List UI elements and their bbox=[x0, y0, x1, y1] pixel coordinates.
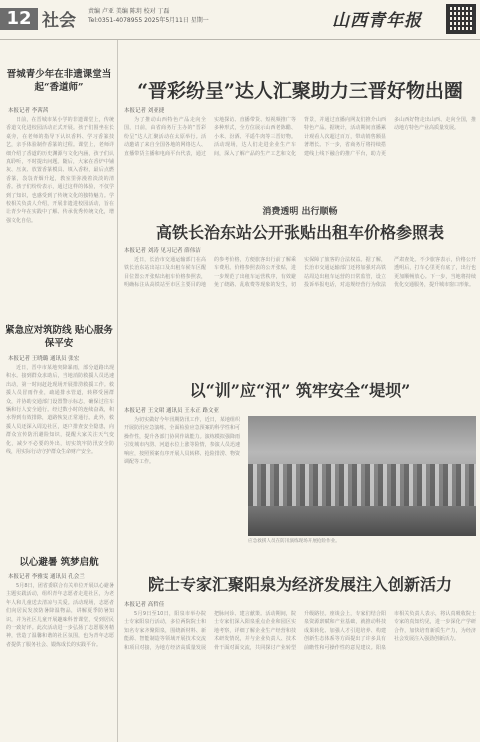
left-article-2-body: 近日，晋中市某地突降暴雨，部分道路出现积水。接到群众求助后，当地消防救援人员迅速出动，第一时间赶赴现场开展排涝救援工作。救援人员冒雨作业，疏通排水管道，转移受困群众，并协助交通部门设置警示标志，确保过往车辆和行人安全通行。经过数小时的连续奋战，积水得到有效排除，道路恢复正常通行。此外，救援人员还深入周边社区，逐户排查安全隐患，向群众宣传防汛避险知识，提醒大家关注天气变化，减少不必要的外出，切实筑牢防汛安全防线，用实际行动守护群众生命财产安全。 bbox=[6, 365, 114, 456]
left-article-3-title: 以心避暑 筑梦启航 bbox=[19, 557, 99, 568]
left-article-2-title: 紧急应对筑防线 贴心服务保平安 bbox=[5, 325, 113, 349]
left-article-2-byline: 本报记者 王晓璐 通讯员 张宏 bbox=[8, 356, 80, 362]
page-header bbox=[0, 0, 480, 40]
main-article-2-byline: 本报记者 刘涛 见习记者 薛伟洁 bbox=[124, 248, 201, 254]
main-article-4-byline: 本报记者 高哲佳 bbox=[124, 602, 165, 608]
date-line: Tel:0351-4078955 2025年5月11日 星期一 bbox=[88, 17, 209, 24]
main-article-3-body: 为切实做好今年汛期防汛工作，近日，某地组织开展防汛应急演练，全面检验应急预案的科学性和可操作性，提升各部门协同作战能力。演练模拟强降雨引发城市内涝、河道水位上涨等险情，参演人员迅速响应，按照预案有序开展人员转移、抢险排涝、物资调配等工作。 bbox=[124, 417, 240, 466]
qr-code-icon bbox=[446, 4, 476, 34]
main-article-1-title: “晋彩纷呈”达人汇聚助力三晋好物出圈 bbox=[137, 80, 463, 102]
photo-caption: 应急救援人员在防汛演练现场开展抢险作业。 bbox=[248, 539, 340, 544]
left-article-1-title: 晋城青少年在非遗课堂当起“香道师” bbox=[6, 69, 112, 93]
left-article-1-body: 日前，在晋城市某小学的非遗课堂上，传统香道文化进校园活动正式开展。孩子们围坐在长桌旁，在老师的指导下认识香料、学习香篆技艺，亲手体验制作香篆的过程。课堂上，老师详细介绍了香道的历史渊源与文化内涵，孩子们认真聆听，不时提出问题。随后，大家在香炉中铺灰、压灰、放置香篆模具、填入香粉，最后点燃香篆，袅袅青烟升起，教室里弥漫着淡淡的清香。孩子们纷纷表示，通过这样的体验，不仅学到了知识，也感受到了传统文化的独特魅力。学校相关负责人介绍，开展非遗进校园活动，旨在让青少年在实践中了解、传承优秀传统文化，增强文化自信。 bbox=[6, 117, 114, 224]
page-number: 12 bbox=[0, 8, 38, 30]
main-article-4-body: 5月9日至10日，阳泉市举办院士专家阳泉行活动，多位两院院士和知名专家齐聚阳泉，围绕新材料、新能源、智能制造等领域开展技术交流和项目对接，为地方经济高质量发展把脉问诊、建言献策。活动期间，院士专家们深入阳泉重点企业和园区实地考察，详细了解企业生产经营和技术研发情况，并与企业负责人、技术骨干面对面交流，共同探讨产业转型升级路径。座谈会上，专家们结合阳泉资源禀赋和产业基础，就推动科技成果转化、加强人才引进培养、构建创新生态体系等方面提出了许多具有前瞻性和可操作性的意见建议。阳泉市相关负责人表示，将认真吸收院士专家的真知灼见，进一步深化产学研合作，加快培育新质生产力，为经济社会发展注入强劲创新活力。 bbox=[124, 611, 476, 651]
main-article-1-body: 为了推动山西特色产品走向全国，日前，由省商务厅主办的“晋彩纷呈”达人汇聚活动在太原举行。活动邀请了来自全国各地的网络达人、直播带货主播和电商平台代表，通过实地探访、直播带货、短视频推广等多种形式，全方位展示山西老陈醋、小米、汾酒、平遥牛肉等三晋好物。活动现场，达人们走进企业生产车间，深入了解产品的生产工艺和文化背景，并通过直播向网友们推介山西特色产品。据统计，活动期间直播累计观看人次超过百万，带动销售额显著增长。下一步，省商务厅将持续搭建线上线下融合的推广平台，助力更多山西好物走出山西、走向全国，推动地方特色产业高质量发展。 bbox=[124, 117, 476, 157]
main-article-2-body: 近日，长治市交通运输部门在高铁长治东站出站口及出租车候车区醒目位置公开张贴出租车价格参照表，明确标注从高铁站至市区主要目的地的参考价格，方便旅客出行前了解乘车费用。价格参照表的公开张贴，进一步规范了出租车运营秩序，有效避免了绕路、乱收费等现象的发生，切实保障了旅客的合法权益。据了解，长治市交通运输部门还将加强对高铁站周边出租车运营的日常监管，设立投诉举报电话，对违规经营行为依法严肃查处。不少旅客表示，价格公开透明后，打车心里更有底了，出行也更加顺畅放心。下一步，当地将持续优化交通服务，提升城市窗口形象。 bbox=[124, 257, 476, 289]
main-article-3-title: 以“训”应“汛” 筑牢安全“堤坝” bbox=[189, 381, 411, 400]
newspaper-logo: 山西青年报 bbox=[332, 11, 422, 31]
main-article-2-title: 高铁长治东站公开张贴出租车价格参照表 bbox=[155, 223, 444, 242]
section-name: 社会 bbox=[42, 11, 76, 31]
main-article-1-byline: 本报记者 刘亚捷 bbox=[124, 108, 165, 114]
left-article-3-body: 5月8日，团省委联合有关单位开展以心避暑主题实践活动，组织青年志愿者走进社区，为老年人和儿童送去清凉与关爱。活动现场，志愿者们向居民发放防暑降温物品，讲解夏季防暑知识，并为社区儿童开展趣味科普课堂，受到居民的一致好评。此次活动进一步弘扬了志愿服务精神，营造了温馨和谐的社区氛围，也为青年志愿者提供了服务社会、锻炼成长的实践平台。 bbox=[6, 583, 114, 648]
main-article-3-byline: 本报记者 王文珺 通讯员 王永正 路文亚 bbox=[124, 408, 219, 414]
header-meta bbox=[88, 7, 209, 25]
left-article-1-byline: 本报记者 李茜茜 bbox=[8, 108, 49, 114]
editor-line: 责编 卢亚 美编 陈玥 校对 丁磊 bbox=[88, 8, 170, 15]
flood-drill-photo bbox=[248, 416, 476, 536]
main-article-4-title: 院士专家汇聚阳泉为经济发展注入创新活力 bbox=[147, 575, 452, 594]
main-article-2-kicker: 消费透明 出行顺畅 bbox=[262, 207, 338, 217]
left-column bbox=[0, 40, 118, 742]
left-article-3-byline: 本报记者 李雅雯 通讯员 孔会兰 bbox=[8, 574, 85, 580]
main-area bbox=[120, 40, 480, 742]
